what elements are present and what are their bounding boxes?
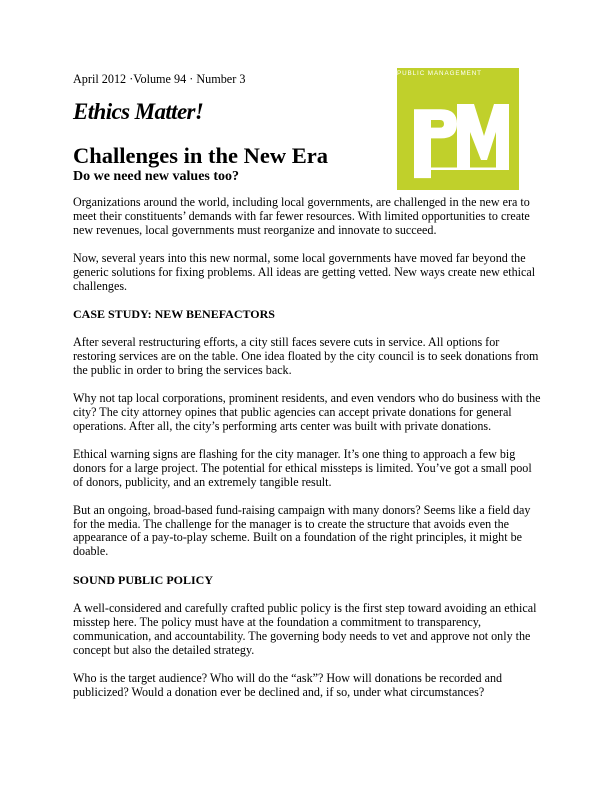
body-paragraph: After several restructuring efforts, a city still faces severe cuts in service. All options for restoring services are on the table. One idea floated by the city council is to seek donations from the public in order to bring the services back.: [73, 335, 539, 378]
pm-logo-mark: [397, 68, 519, 190]
article-body: [73, 196, 543, 714]
body-paragraph: Who is the target audience? Who will do the “ask”? How will donations be recorded and publicized? Would a donation ever be declined and, if so, under what circumstances?: [73, 670, 503, 699]
section-heading: CASE STUDY: NEW BENEFACTORS: [73, 307, 275, 322]
body-paragraph: A well-considered and carefully crafted public policy is the first step toward avoiding an ethical misstep here. The policy must have at the foundation a commitment to transparency, communication, and accountability. The governing body needs to vet and approve not only the concept but also the detailed strategy.: [73, 601, 537, 657]
body-paragraph: Organizations around the world, including local governments, are challenged in the new era to meet their constituents’ demands with far fewer resources. With limited opportunities to create new revenues, local governments must reorganize and innovate to succeed.: [73, 195, 530, 237]
issue-masthead: April 2012 ·Volume 94 · Number 3: [73, 72, 246, 86]
body-paragraph: Now, several years into this new normal, some local governments have moved far beyond the generic solutions for fixing problems. All ideas are getting vetted. New ways create new ethical challenges.: [73, 250, 536, 293]
logo-tagline: [397, 68, 493, 78]
body-paragraph: Ethical warning signs are flashing for the city manager. It’s one thing to approach a few big donors for a large project. The potential for ethical missteps is limited. You’ve got a small pool of donors, publicity, and an extremely tangible result.: [73, 446, 532, 489]
pm-logo: [397, 68, 519, 190]
svg-text:PUBLIC MANAGEMENT: PUBLIC MANAGEMENT: [397, 70, 482, 77]
column-title: Ethics Matter!: [73, 99, 204, 124]
article-title: Challenges in the New Era: [73, 143, 328, 168]
body-paragraph: But an ongoing, broad-based fund-raising campaign with many donors? Seems like a field day for the media. The challenge for the manager is to create the structure that avoids even the appearance of a pay-to-play scheme. Built on a foundation of the right principles, it might be doable.: [73, 502, 531, 559]
section-heading: SOUND PUBLIC POLICY: [73, 573, 214, 588]
body-paragraph: Why not tap local corporations, prominent residents, and even vendors who do business with the city? The city attorney opines that public agencies can accept private donations for general operations. After all, the city’s performing arts center was built with private donations.: [73, 391, 541, 433]
article-subtitle: Do we need new values too?: [73, 169, 240, 184]
